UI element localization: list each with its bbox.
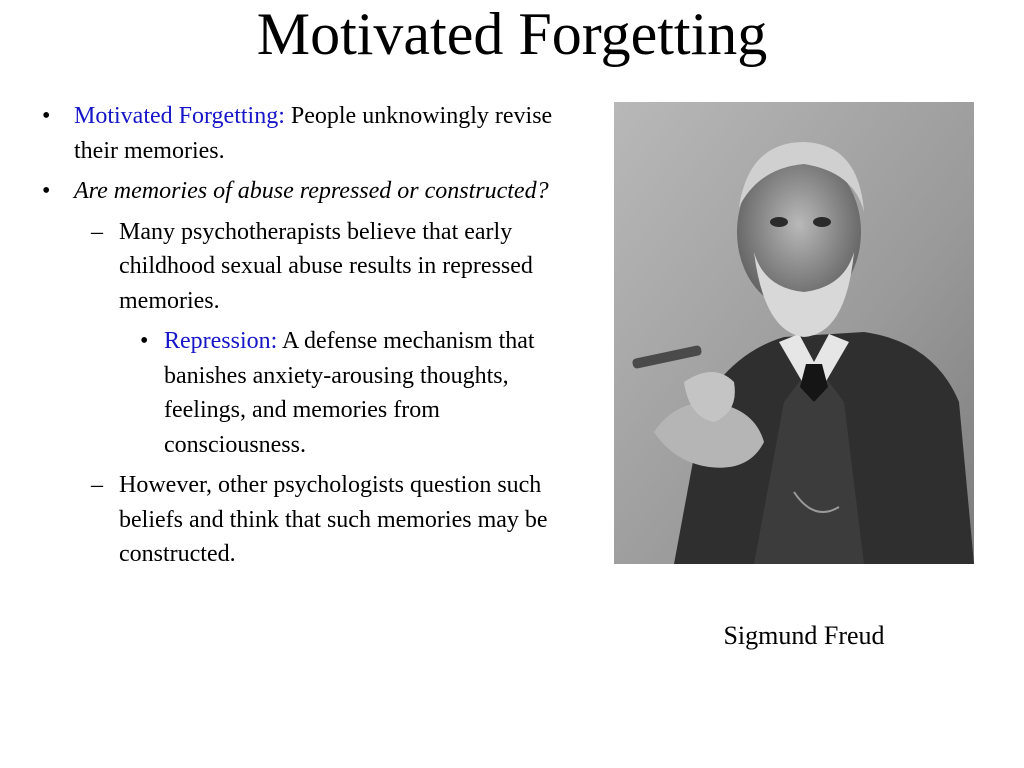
definition-repression: A defense mechanism that banishes anxiety-arousing thoughts, feelings, and memories from consciousness. bbox=[164, 328, 535, 458]
slide-body bbox=[36, 99, 556, 578]
bullet-item-1 bbox=[36, 99, 556, 168]
definition-motivated-forgetting: People unknowingly revise their memories. bbox=[74, 103, 553, 164]
portrait-photo-icon bbox=[614, 102, 974, 564]
sub-sub-bullet-item bbox=[36, 324, 556, 462]
sub-bullet-text: Many psychotherapists believe that early childhood sexual abuse results in repressed memories. bbox=[119, 218, 533, 314]
sub-bullet-item-2 bbox=[36, 468, 556, 572]
bullet-item-2 bbox=[36, 174, 556, 209]
dash-marker: – bbox=[91, 218, 103, 245]
portrait-photo bbox=[614, 102, 974, 564]
sub-bullet-marker: • bbox=[140, 328, 149, 354]
photo-caption: Sigmund Freud bbox=[723, 621, 885, 650]
question-text: Are memories of abuse repressed or constructed? bbox=[74, 178, 549, 204]
dash-marker: – bbox=[91, 472, 103, 498]
term-repression: Repression: bbox=[164, 328, 278, 354]
term-motivated-forgetting: Motivated Forgetting: bbox=[74, 103, 285, 129]
sub-bullet-item-1 bbox=[36, 215, 556, 319]
slide-title: Motivated Forgetting bbox=[256, 1, 768, 67]
bullet-marker: • bbox=[42, 178, 51, 204]
bullet-marker: • bbox=[42, 103, 51, 129]
sub-bullet-text: However, other psychologists question such beliefs and think that such memories may be constructed. bbox=[119, 472, 548, 567]
